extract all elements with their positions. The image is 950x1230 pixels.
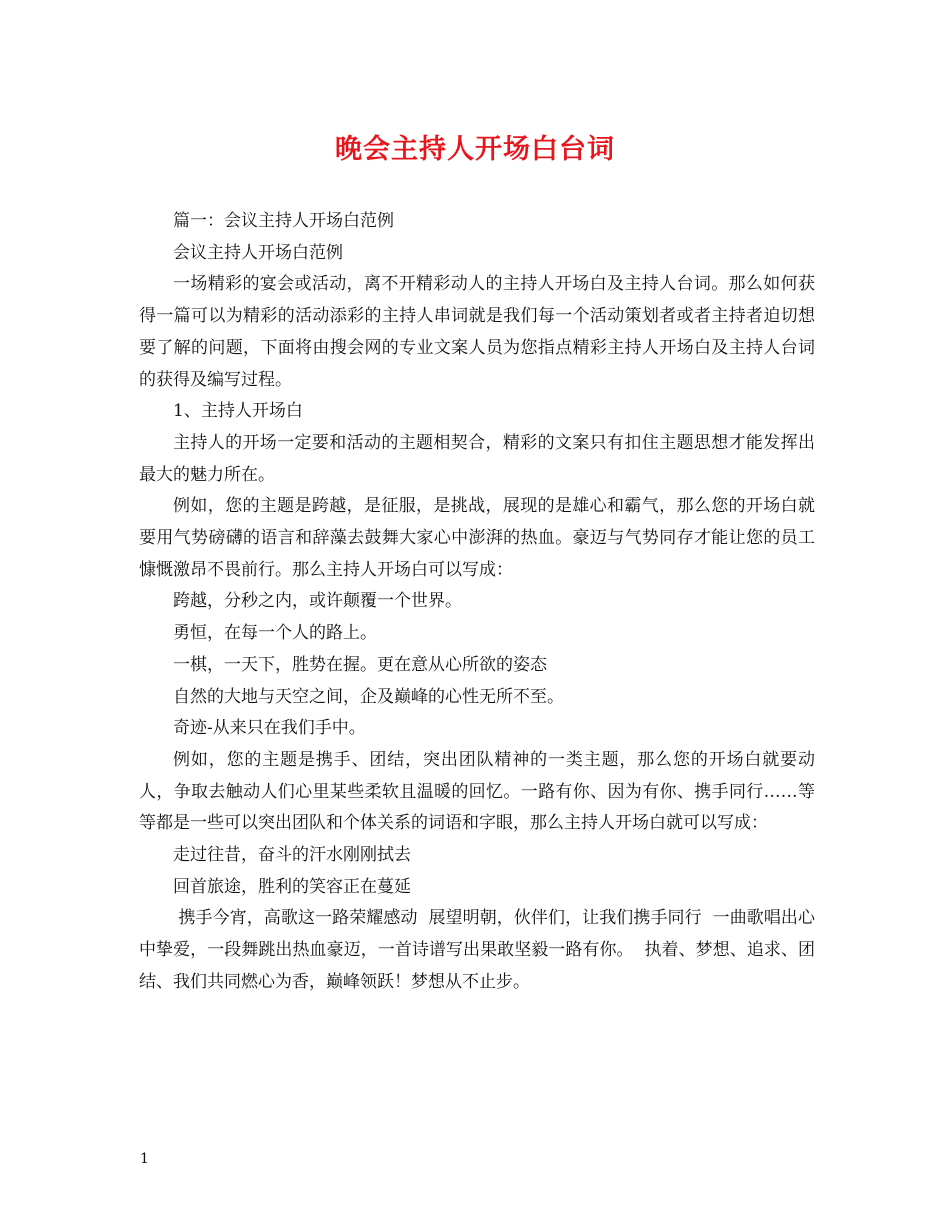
document-title: 晚会主持人开场白台词 [335,134,615,165]
document-body [139,206,815,999]
numbered-heading: 1、主持人开场白 [173,401,303,422]
verse-line: 走过往昔，奋斗的汗水刚刚拭去 [173,845,411,866]
verse-line: 奇迹-从来只在我们手中。 [173,718,366,739]
paragraph: 例如，您的主题是跨越，是征服，是挑战，展现的是雄心和霸气，那么您的开场白就要用气势磅礴的语言和辞藻去鼓舞大家心中澎湃的热血。豪迈与气势同存才能让您的员工慷慨激昂不畏前行。那么主持人开场白可以写成： [139,496,815,580]
paragraph: 携手今宵，高歌这一路荣耀感动 展望明朝，伙伴们，让我们携手同行 一曲歌唱出心中挚爱，一段舞跳出热血豪迈，一首诗谱写出果敢坚毅一路有你。 执着、梦想、追求、团结、我们共同燃心为香，巅峰领跃！梦想从不止步。 [139,908,815,992]
verse-line: 跨越，分秒之内，或许颠覆一个世界。 [173,591,462,612]
subheading: 会议主持人开场白范例 [173,242,343,263]
verse-line: 勇恒，在每一个人的路上。 [173,623,377,644]
paragraph: 主持人的开场一定要和活动的主题相契合，精彩的文案只有扣住主题思想才能发挥出最大的魅力所在。 [139,432,815,485]
verse-line: 一棋，一天下，胜势在握。更在意从心所欲的姿态 [173,654,547,675]
verse-line: 自然的大地与天空之间，企及巅峰的心性无所不至。 [173,686,564,707]
verse-line: 回首旅途，胜利的笑容正在蔓延 [173,876,411,897]
section-heading: 篇一：会议主持人开场白范例 [173,211,394,231]
paragraph: 一场精彩的宴会或活动，离不开精彩动人的主持人开场白及主持人台词。那么如何获得一篇可以为精彩的活动添彩的主持人串词就是我们每一个活动策划者或者主持者迫切想要了解的问题，下面将由搜会网的专业文案人员为您指点精彩主持人开场白及主持人台词的获得及编写过程。 [139,274,815,390]
paragraph: 例如，您的主题是携手、团结，突出团队精神的一类主题，那么您的开场白就要动人，争取去触动人们心里某些柔软且温暖的回忆。一路有你、因为有你、携手同行……等等都是一些可以突出团队和个体关系的词语和字眼，那么主持人开场白就可以写成： [139,749,815,834]
page-number: 1 [140,1151,149,1167]
